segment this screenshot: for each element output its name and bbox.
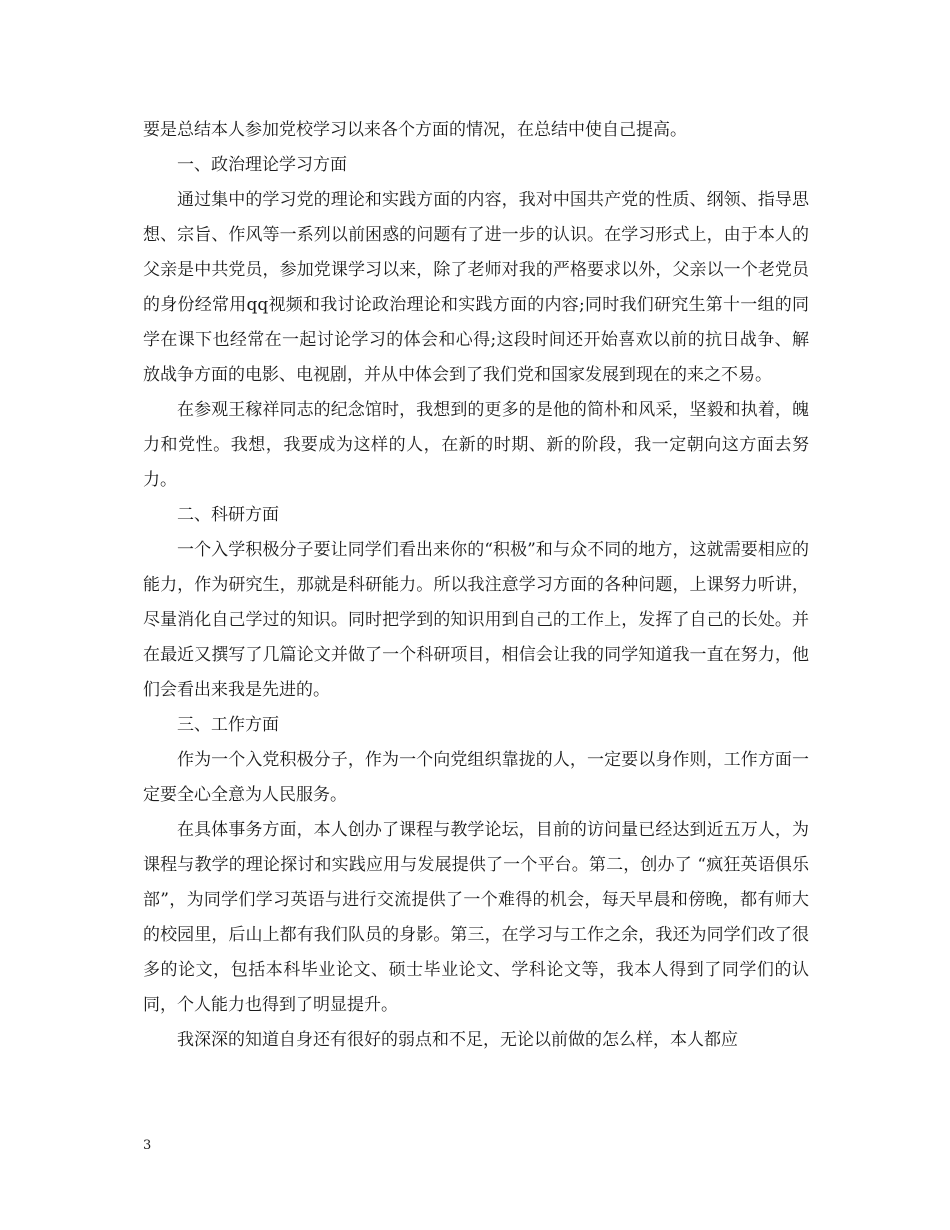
paragraph-work-intro: 作为一个入党积极分子，作为一个向党组织靠拢的人，一定要以身作则，工作方面一定要全心全意为人民服务。 bbox=[143, 750, 809, 805]
section-heading-work: 三、工作方面 bbox=[177, 715, 279, 735]
paragraph-work-details: 在具体事务方面，本人创办了课程与教学论坛，目前的访问量已经达到近五万人，为课程与教学的理论探讨和实践应用与发展提供了一个平台。第二，创办了 “疯狂英语俱乐部”，为同学们学习英语与进行交流提供了一个难得的机会，每天早晨和傍晚，都有师大的校园里，后山上都有我们队员的身影。第三，在学习与工作之余，我还为同学们改了很多的论文，包括本科毕业论文、硕士毕业论文、学科论文等，我本人得到了同学们的认同，个人能力也得到了明显提升。 bbox=[143, 820, 809, 1015]
paragraph-memorial-visit: 在参观王稼祥同志的纪念馆时，我想到的更多的是他的简朴和风采，坚毅和执着，魄力和党性。我想，我要成为这样的人，在新的时期、新的阶段，我一定朝向这方面去努力。 bbox=[143, 400, 809, 490]
paragraph-weaknesses: 我深深的知道自身还有很好的弱点和不足，无论以前做的怎么样，本人都应 bbox=[177, 1030, 738, 1050]
section-heading-political-theory: 一、政治理论学习方面 bbox=[177, 155, 347, 175]
paragraph-intro-continuation: 要是总结本人参加党校学习以来各个方面的情况，在总结中使自己提高。 bbox=[143, 120, 687, 140]
document-body bbox=[143, 113, 809, 1058]
page-number: 3 bbox=[143, 1138, 152, 1153]
section-heading-research: 二、科研方面 bbox=[177, 505, 279, 525]
paragraph-research: 一个入学积极分子要让同学们看出来你的“积极”和与众不同的地方，这就需要相应的能力，作为研究生，那就是科研能力。所以我注意学习方面的各种问题，上课努力听讲，尽量消化自己学过的知识。同时把学到的知识用到自己的工作上，发挥了自己的长处。并在最近又撰写了几篇论文并做了一个科研项目，相信会让我的同学知道我一直在努力，他们会看出来我是先进的。 bbox=[143, 540, 809, 700]
paragraph-political-theory: 通过集中的学习党的理论和实践方面的内容，我对中国共产党的性质、纲领、指导思想、宗旨、作风等一系列以前困惑的问题有了进一步的认识。在学习形式上，由于本人的父亲是中共党员，参加党课学习以来，除了老师对我的严格要求以外，父亲以一个老党员的身份经常用qq视频和我讨论政治理论和实践方面的内容;同时我们研究生第十一组的同学在课下也经常在一起讨论学习的体会和心得;这段时间还开始喜欢以前的抗日战争、解放战争方面的电影、电视剧，并从中体会到了我们党和国家发展到现在的来之不易。 bbox=[143, 190, 809, 385]
